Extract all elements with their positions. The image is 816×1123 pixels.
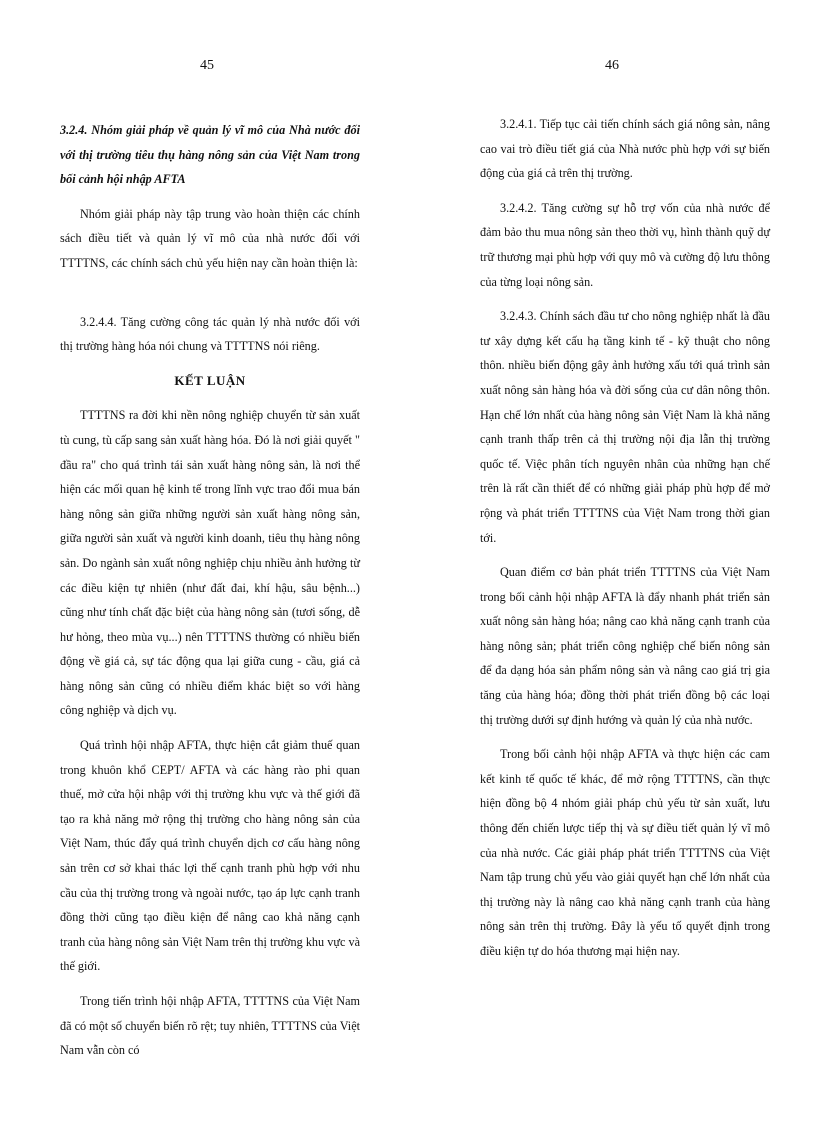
conclusion-title: KẾT LUẬN xyxy=(174,372,246,388)
right-page-number: 46 xyxy=(605,58,619,73)
right-page-column xyxy=(480,112,770,974)
conclusion-paragraph: TTTTNS ra đời khi nền nông nghiệp chuyển từ sản xuất tù cung, tù cấp sang sản xuất hàng hóa. Đó là nơi giải quyết " đầu ra" cho quá trình tái sản xuất hàng nông sản, là nơi thể hiện các mối quan hệ kinh tế trong lĩnh vực trao đổi mua bán hàng nông sản giữa những người sản xuất hàng nông sản, giữa người sản xuất và người kinh doanh, tiêu thụ hàng nông sản. Do ngành sản xuất nông nghiệp chịu nhiều ảnh hưởng từ các điều kiện tự nhiên (như đất đai, khí hậu, sâu bệnh...) cũng như tính chất đặc biệt của hàng nông sản (tươi sống, dễ hư hỏng, theo mùa vụ...) nên TTTTNS thường có nhiều biến động về giá cả, sự tác động qua lại giữa cung - cầu, giá cả hàng nông sản cũng có nhiều điểm khác biệt so với hàng công nghiệp và dịch vụ. xyxy=(60,408,360,718)
item-3-2-4-4-paragraph: 3.2.4.4. Tăng cường công tác quản lý nhà nước đối với thị trường hàng hóa nói chung và TTTTNS nói riêng. xyxy=(60,314,360,354)
item-3-2-4-3-paragraph: 3.2.4.3. Chính sách đầu tư cho nông nghiệp nhất là đầu tư xây dựng kết cấu hạ tầng kinh tế - kỹ thuật cho nông thôn. nhiều biến động gây ảnh hưởng xấu tới quá trình sản xuất nông sản hàng hóa và đời sống của cư dân nông thôn. Hạn chế lớn nhất của hàng nông sản Việt Nam là khả năng cạnh tranh thấp trên cả thị trường nội địa lẫn thị trường quốc tế. Việc phân tích nguyên nhân của những hạn chế trên là rất cần thiết để có những giải pháp phù hợp để mở rộng và phát triển TTTTNS của Việt Nam trong thời gian tới. xyxy=(480,309,770,545)
body-paragraph: Quan điểm cơ bản phát triển TTTTNS của Việt Nam trong bối cảnh hội nhập AFTA là đẩy nhanh phát triển sản xuất nông sản hàng hóa; nâng cao khả năng cạnh tranh của hàng nông sản; phát triển công nghiệp chế biến nông sản để đa dạng hóa sản phẩm nông sản và nâng cao giá trị gia tăng của hàng hóa; đồng thời phát triển đồng bộ các loại thị trường dưới sự định hướng và quản lý của nhà nước. xyxy=(480,565,770,727)
left-page-number: 45 xyxy=(200,58,214,73)
left-page-column xyxy=(60,118,360,1073)
conclusion-paragraph: Trong tiến trình hội nhập AFTA, TTTTNS của Việt Nam đã có một số chuyển biến rõ rệt; tuy nhiên, TTTTNS của Việt Nam vẫn còn có xyxy=(60,994,360,1058)
item-3-2-4-1-paragraph: 3.2.4.1. Tiếp tục cải tiến chính sách giá nông sản, nâng cao vai trò điều tiết giá của Nhà nước phù hợp với sự biến động của giá cả trên thị trường. xyxy=(480,117,770,181)
intro-paragraph: Nhóm giải pháp này tập trung vào hoàn thiện các chính sách điều tiết và quản lý vĩ mô của nhà nước đối với TTTTNS, các chính sách chủ yếu hiện nay cần hoàn thiện là: xyxy=(60,206,360,270)
item-3-2-4-2-paragraph: 3.2.4.2. Tăng cường sự hỗ trợ vốn của nhà nước để đảm bảo thu mua nông sản theo thời vụ, hình thành quỹ dự trữ thương mại phù hợp với quy mô và cường độ lưu thông của từng loại nông sản. xyxy=(480,200,770,289)
conclusion-paragraph: Quá trình hội nhập AFTA, thực hiện cắt giảm thuế quan trong khuôn khổ CEPT/ AFTA và các hàng rào phi quan thuế, mở cửa hội nhập với thị trường khu vực và thế giới đã tạo ra khả năng mở rộng thị trường cho hàng nông sản của Việt Nam, thúc đẩy quá trình chuyển dịch cơ cấu hàng nông sản trên cơ sở khai thác lợi thế cạnh tranh phù hợp với nhu cầu của thị trường trong và ngoài nước, tạo áp lực cạnh tranh đồng thời cũng tạo điều kiện để nâng cao khả năng cạnh tranh của hàng nông sản Việt Nam trên thị trường khu vực và thế giới. xyxy=(60,738,360,974)
section-heading: 3.2.4. Nhóm giải pháp về quản lý vĩ mô của Nhà nước đối với thị trường tiêu thụ hàng nông sản của Việt Nam trong bối cảnh hội nhập AFTA xyxy=(60,123,360,187)
body-paragraph: Trong bối cảnh hội nhập AFTA và thực hiện các cam kết kinh tế quốc tế khác, để mở rộng TTTTNS, cần thực hiện đồng bộ 4 nhóm giải pháp chủ yếu từ sản xuất, lưu thông đến chiến lược tiếp thị và sự điều tiết quản lý vĩ mô của nhà nước. Các giải pháp phát triển TTTTNS của Việt Nam tập trung chủ yếu vào giải quyết hạn chế lớn nhất của thị trường này là nâng cao khả năng cạnh tranh của hàng nông sản trên thị trường. Đây là yếu tố quyết định trong điều kiện tự do hóa thương mại hiện nay. xyxy=(480,747,770,958)
